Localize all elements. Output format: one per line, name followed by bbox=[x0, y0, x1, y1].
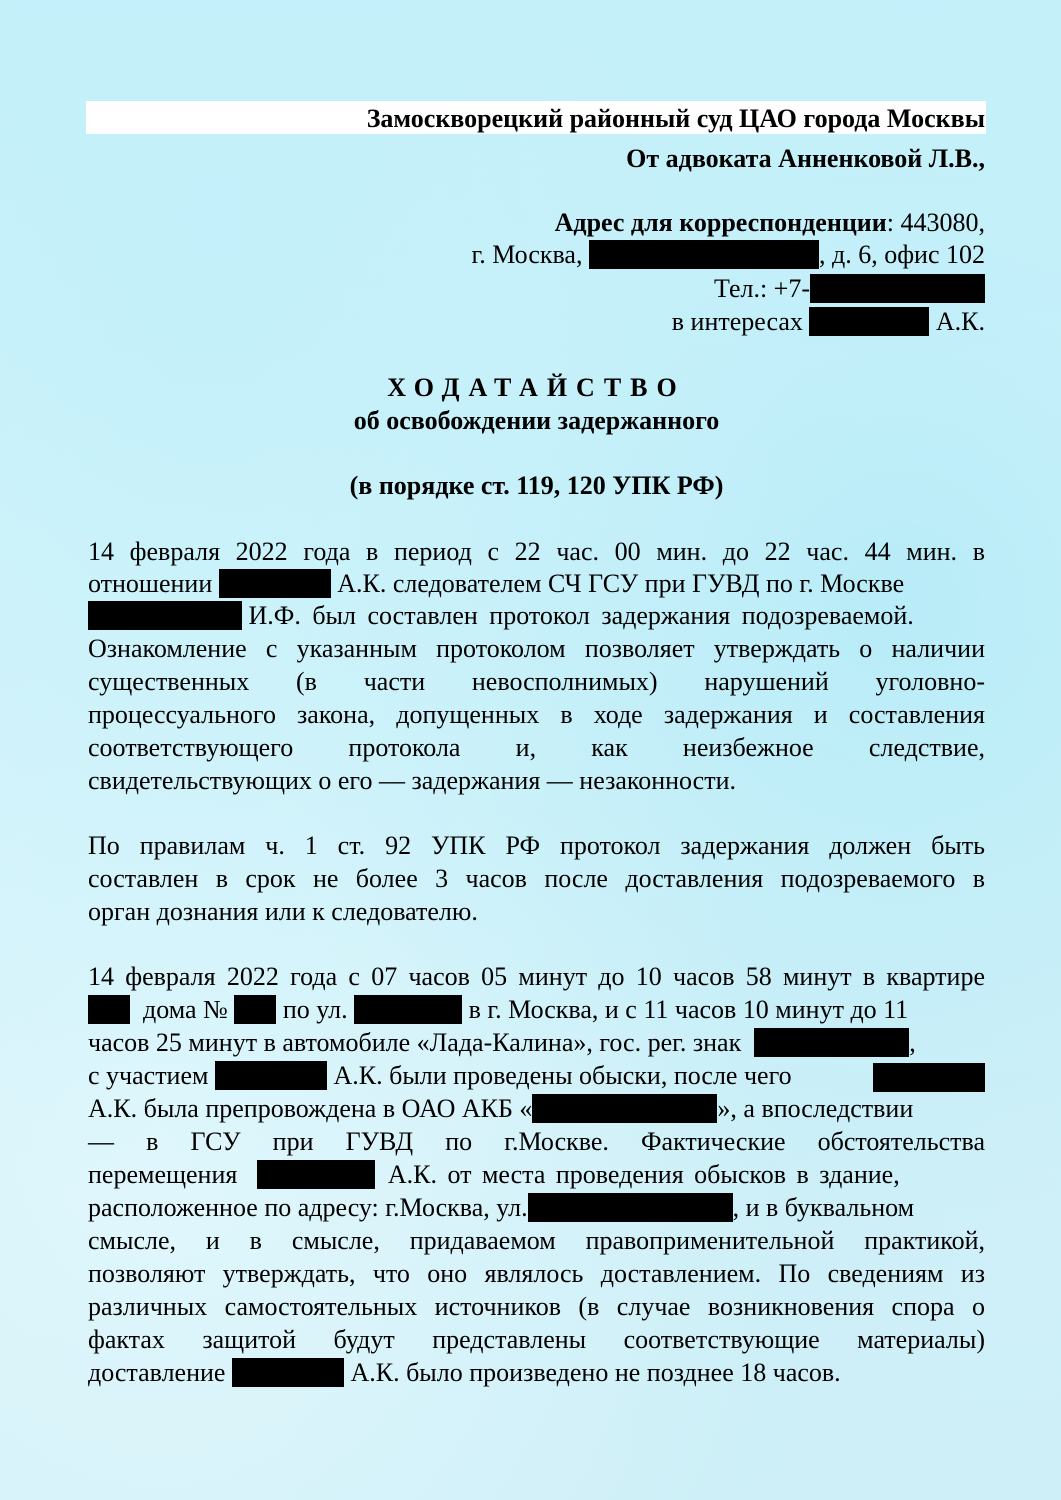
redaction-street bbox=[589, 240, 819, 269]
p3-text: перемещения bbox=[88, 1160, 238, 1189]
address-postcode: : 443080, bbox=[886, 208, 985, 237]
p1-line-6: процессуального закона, допущенных в ходе задержания и составления bbox=[88, 700, 985, 729]
redaction-investigator bbox=[88, 601, 242, 630]
redaction-house bbox=[234, 995, 276, 1024]
p3-text: расположенное по адресу: г.Москва, ул. bbox=[88, 1193, 528, 1222]
p1-line-4: Ознакомление с указанным протоколом позволяет утверждать о наличии bbox=[88, 634, 985, 663]
redaction-street-3 bbox=[528, 1193, 733, 1222]
address-line bbox=[88, 239, 985, 271]
p2-line-2: составлен в срок не более 3 часов после доставления подозреваемого в bbox=[88, 864, 985, 893]
p3-line-6: — в ГСУ при ГУВД по г.Москве. Фактические обстоятельства bbox=[88, 1127, 985, 1156]
p3-text: с участием bbox=[88, 1061, 209, 1090]
p1-text: отношении bbox=[88, 569, 213, 598]
p1-line-2 bbox=[88, 568, 985, 600]
p3-text: доставление bbox=[88, 1358, 226, 1387]
interest-line bbox=[88, 306, 985, 338]
p3-text: А.К. было произведено не позднее 18 часов. bbox=[350, 1358, 841, 1387]
redaction-name-5 bbox=[232, 1358, 344, 1387]
interest-label: в интересах bbox=[671, 307, 803, 336]
redaction-street-2 bbox=[354, 995, 462, 1024]
interest-initials: А.К. bbox=[935, 307, 985, 336]
redaction-apartment bbox=[88, 995, 130, 1024]
address-city: г. Москва, bbox=[471, 240, 583, 269]
p3-text: А.К. от места проведения обысков в здание, bbox=[387, 1160, 900, 1189]
redaction-phone bbox=[810, 274, 985, 303]
redaction-name-4 bbox=[257, 1160, 375, 1189]
p1-line-7: соответствующего протокола и, как неизбежное следствие, bbox=[88, 733, 985, 762]
p1-line-5: существенных (в части невосполнимых) нарушений уголовно- bbox=[88, 667, 985, 696]
p3-line-12: фактах защитой будут представлены соответствующие материалы) bbox=[88, 1325, 985, 1354]
p3-line-9: смысле, и в смысле, придаваемом правоприменительной практикой, bbox=[88, 1226, 985, 1255]
p3-line-11: различных самостоятельных источников (в случае возникновения спора о bbox=[88, 1292, 985, 1321]
document-title: ХОДАТАЙСТВО bbox=[387, 373, 686, 402]
p3-line-10: позволяют утверждать, что оно являлось доставлением. По сведениям из bbox=[88, 1259, 985, 1288]
address-rest: , д. 6, офис 102 bbox=[818, 240, 985, 269]
p3-text: в г. Москва, и с 11 часов 10 минут до 11 bbox=[468, 995, 909, 1024]
p3-text: , и в буквальном bbox=[732, 1193, 915, 1222]
redaction-name bbox=[219, 569, 331, 598]
p3-line-5 bbox=[88, 1093, 985, 1125]
address-label-line bbox=[88, 207, 985, 239]
court-name: Замоскворецкий районный суд ЦАО города Москвы bbox=[366, 104, 985, 133]
redaction-client-name bbox=[809, 307, 929, 336]
p1-line-3 bbox=[88, 600, 985, 632]
document-subtitle: об освобождении задержанного bbox=[353, 406, 720, 435]
p3-line-7 bbox=[88, 1159, 985, 1191]
document-basis: (в порядке ст. 119, 120 УПК РФ) bbox=[349, 471, 724, 500]
p1-line-1: 14 февраля 2022 года в период с 22 час. 00 мин. до 22 час. 44 мин. в bbox=[88, 537, 985, 566]
phone-line bbox=[88, 273, 985, 305]
p1-line-8: свидетельствующих о его — задержания — незаконности. bbox=[88, 766, 736, 795]
p2-line-1: По правилам ч. 1 ст. 92 УПК РФ протокол задержания должен быть bbox=[88, 831, 985, 860]
p1-text: А.К. следователем СЧ ГСУ при ГУВД по г. Москве bbox=[337, 569, 905, 598]
p3-text: часов 25 минут в автомобиле «Лада-Калина», гос. рег. знак bbox=[88, 1028, 742, 1057]
p2-line-3: орган дознания или к следователю. bbox=[88, 897, 478, 926]
address-label: Адрес для корреспонденции bbox=[554, 208, 887, 237]
p3-text: , bbox=[909, 1028, 916, 1057]
redaction-name-3 bbox=[873, 1063, 985, 1092]
p3-text: по ул. bbox=[282, 995, 348, 1024]
redaction-plate bbox=[754, 1028, 909, 1057]
p3-line-2 bbox=[88, 994, 985, 1026]
p3-text: », а впоследствии bbox=[717, 1094, 914, 1123]
sender-line: От адвоката Анненковой Л.В., bbox=[626, 144, 985, 173]
p3-text: дома № bbox=[143, 995, 228, 1024]
redaction-bank bbox=[532, 1094, 717, 1123]
redaction-name-2 bbox=[215, 1061, 327, 1090]
p1-text: И.Ф. был составлен протокол задержания подозреваемой. bbox=[248, 601, 914, 630]
p3-line-13 bbox=[88, 1357, 985, 1389]
phone-label: Тел.: +7- bbox=[714, 274, 810, 303]
p3-line-1: 14 февраля 2022 года с 07 часов 05 минут до 10 часов 58 минут в квартире bbox=[88, 962, 985, 991]
p3-text: А.К. были проведены обыски, после чего bbox=[333, 1061, 792, 1090]
p3-line-3 bbox=[88, 1027, 985, 1059]
p3-line-8 bbox=[88, 1192, 985, 1224]
p3-text: А.К. была препровождена в ОАО АКБ « bbox=[88, 1094, 533, 1123]
p3-line-4 bbox=[88, 1060, 985, 1092]
